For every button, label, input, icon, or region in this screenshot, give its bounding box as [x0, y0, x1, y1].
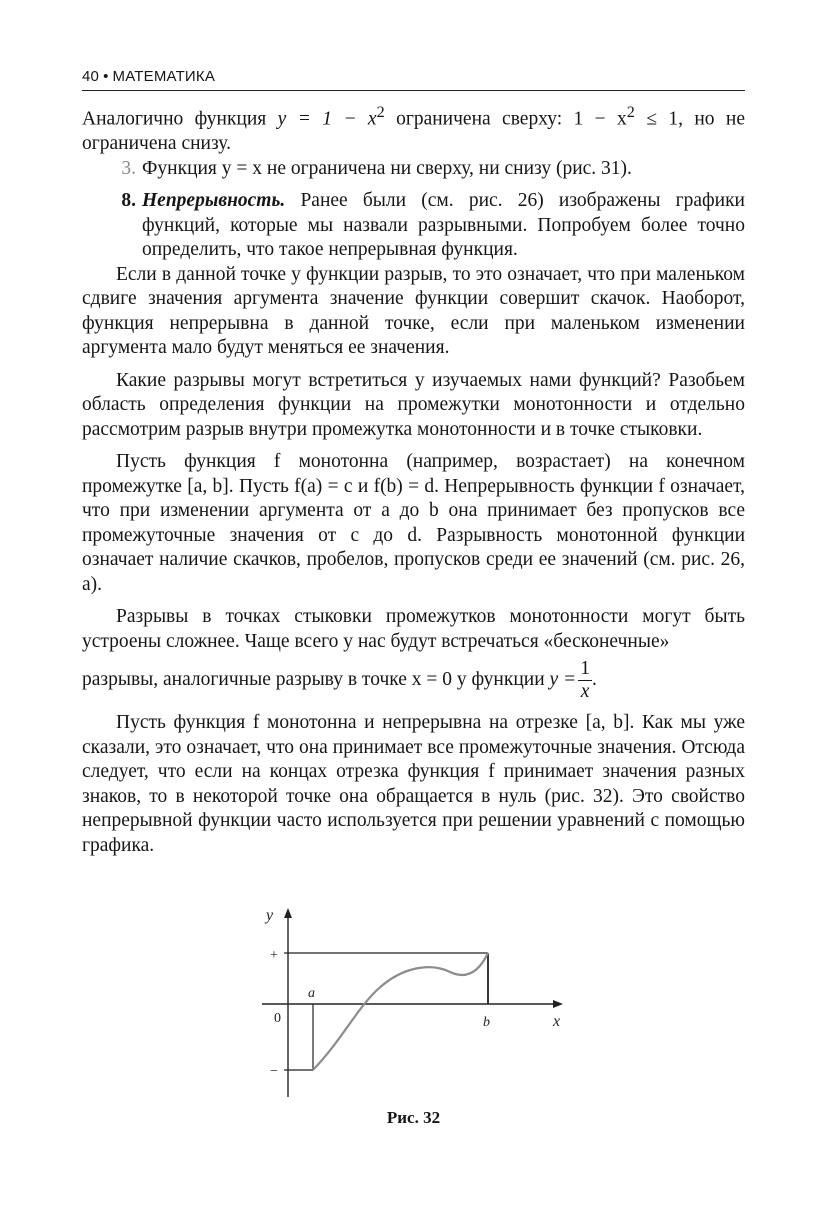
fraction-one-over-x: $\frac{1}{x}$ [580, 658, 590, 702]
figure-32 [250, 902, 580, 1102]
list-number: 3. [121, 157, 136, 179]
x-axis-label: x [553, 1013, 561, 1030]
list-item-8 [82, 189, 745, 263]
running-header [82, 64, 745, 91]
section-title: МАТЕМАТИКА [112, 68, 216, 85]
a-label: a [308, 986, 315, 1001]
paragraph-bounded-above: Аналогично функция $y = 1 - x^2$ ограничена сверху: $1 - x^2 \le 1$, но не ограничена снизу. [82, 103, 745, 154]
origin-label: 0 [274, 1011, 281, 1026]
figure-caption: Рис. 32 [386, 1108, 441, 1127]
paragraph-junction-points: Разрывы в точках стыковки промежутков монотонности могут быть устроены сложнее. Чаще всего у нас будут встречаться «бесконечные» [82, 606, 745, 652]
list-item-text: Непрерывность. Ранее были (см. рис. 26) изображены графики функций, которые мы назвали разрывными. Попробуем более точно определить, что такое непрерывная функция. [142, 190, 745, 260]
b-label: b [483, 1015, 490, 1030]
paragraph-infinite-discontinuity: разрывы, аналогичные разрыву в точке x = 0 у функции y = $\frac{1}{x}$ . [82, 658, 597, 702]
page-number: 40 [82, 68, 100, 85]
header-dot: • [103, 68, 109, 85]
plus-label: + [270, 948, 278, 963]
function-curve [313, 953, 488, 1070]
page-body [82, 100, 745, 858]
x-axis-arrow [553, 1000, 563, 1008]
list-item-text: Функция y = x не ограничена ни сверху, ни снизу (рис. 31). [142, 157, 632, 179]
list-number: 8. [121, 190, 136, 211]
formula-lhs: y = [549, 668, 577, 690]
minus-label: − [270, 1064, 278, 1079]
graph-svg [250, 902, 580, 1102]
paragraph-intermediate-values: Пусть функция f монотонна и непрерывна на отрезке [a, b]. Как мы уже сказали, это означает, что она принимает все промежуточные значения. Отсюда следует, что если на концах отрезка функция f принимает значения разных знаков, то в некоторой точке она обращается в нуль (рис. 32). Это свойство непрерывной функции часто используется при решении уравнений с помощью графика. [82, 712, 745, 856]
y-axis-arrow [284, 908, 292, 918]
term-continuity: Непрерывность. [142, 190, 286, 211]
paragraph-monotonic-intervals: Какие разрывы могут встретиться у изучаемых нами функций? Разобьем область определения функции на промежутки монотонности и отдельно рассмотрим разрыв внутри промежутка монотонности и в точке стыковки. [82, 369, 745, 440]
list-item-3 [82, 157, 745, 182]
paragraph-monotonic-function: Пусть функция f монотонна (например, возрастает) на конечном промежутке [a, b]. Пусть f(a) = c и f(b) = d. Непрерывность функции f означает, что при изменении аргумента от a до b она принимает без пропусков все промежуточные значения от c до d. Разрывность монотонной функции означает наличие скачков, пробелов, пропусков среди ее значений (см. рис. 26, a). [82, 451, 745, 595]
y-axis-label: y [266, 907, 274, 924]
paragraph-discontinuity: Если в данной точке у функции разрыв, то это означает, что при маленьком сдвиге значения аргумента значение функции совершит скачок. Наоборот, функция непрерывна в данной точке, если при маленьком изменении аргумента мало будут меняться ее значения. [82, 263, 745, 358]
